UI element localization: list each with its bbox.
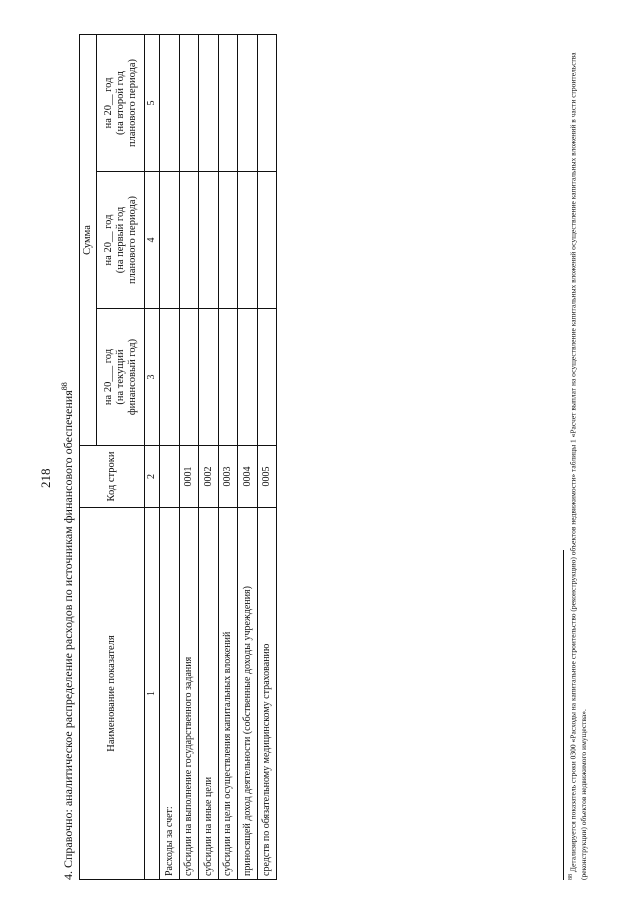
value-cell [257,34,277,171]
value-cell [218,172,238,309]
page-number: 218 [38,468,53,488]
table-row [179,34,199,879]
table-row [238,34,258,879]
value-cell [218,309,238,446]
row-code: 0005 [257,446,277,508]
value-cell [238,172,258,309]
column-number: 4 [145,172,160,309]
header-indicator-name: Наименование показателя [80,508,145,880]
header-first-plan-year [97,172,145,309]
value-cell [199,34,219,171]
header-first-plan-year-line1: на 20__ год [102,214,114,266]
row-code [160,446,180,508]
header-second-plan-year-line3: планового периода) [126,58,138,148]
column-number: 5 [145,34,160,171]
row-code: 0001 [179,446,199,508]
row-name: приносящей доход деятельности (собственные доходы учреждения) [238,508,258,880]
table-row [218,34,238,879]
value-cell [199,309,219,446]
value-cell [257,172,277,309]
value-cell [257,309,277,446]
footnote-mark: 88 [568,874,574,880]
row-name: субсидии на цели осуществления капитальных вложений [218,508,238,880]
footnote [567,35,589,880]
header-current-year-line1: на 20___ год [102,348,114,406]
header-sum: Сумма [80,34,97,445]
rotated-page-content [60,35,620,880]
value-cell [238,34,258,171]
value-cell [179,309,199,446]
column-number: 2 [145,446,160,508]
column-number: 3 [145,309,160,446]
value-cell [179,172,199,309]
row-code: 0002 [199,446,219,508]
section-heading [60,35,76,880]
value-cell [238,309,258,446]
row-code: 0003 [218,446,238,508]
footnote-divider [563,550,564,880]
header-current-year [97,309,145,446]
footnote-text: Детализируется показатель строки 0300 «Расходы на капитальное строительство (реконструкцию) объектов недвижимости» таблицы 1 «Расчет выплат на осуществление капитальных вложений осуществление капитальных вложений в части строительства (реконструкции) объектов недвижимого имущества». [568,52,588,880]
header-first-plan-year-line3: планового периода) [126,195,138,285]
column-number: 1 [145,508,160,880]
row-name: субсидии на иные цели [199,508,219,880]
header-second-plan-year-line2: (на второй год [114,71,126,135]
value-cell [218,34,238,171]
row-name: Расходы за счет: [160,508,180,880]
table-row [257,34,277,879]
value-cell [199,172,219,309]
table-row [199,34,219,879]
section-heading-text: 4. Справочно: аналитическое распределение расходов по источникам финансового обеспечения [61,390,75,880]
table-row [160,34,180,879]
header-second-plan-year [97,34,145,171]
financial-sources-table [79,34,277,880]
header-row-code: Код строки [80,446,145,508]
value-cell [179,34,199,171]
value-cell [160,34,180,171]
header-second-plan-year-line1: на 20__ год [102,77,114,129]
value-cell [160,172,180,309]
header-current-year-line3: финансовый год) [126,338,138,416]
row-name: средств по обязательному медицинскому страхованию [257,508,277,880]
row-name: субсидии на выполнение государственного задания [179,508,199,880]
row-code: 0004 [238,446,258,508]
value-cell [160,309,180,446]
header-first-plan-year-line2: (на первый год [114,206,126,274]
header-current-year-line2: (на текущий [114,349,126,405]
heading-footnote-ref: 88 [60,382,69,391]
